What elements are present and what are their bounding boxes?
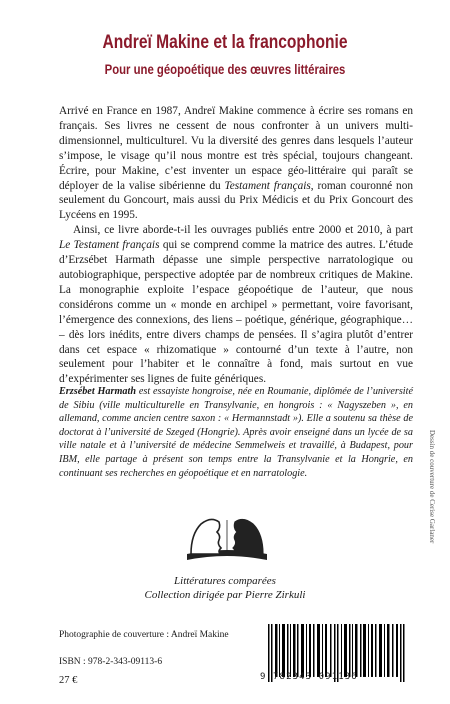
book-title: Andreï Makine et la francophonie xyxy=(102,32,348,53)
collection-series: Littératures comparées xyxy=(174,575,276,587)
paragraph-1 xyxy=(59,104,413,223)
photo-credit: Photographie de couverture : Andreï Makine xyxy=(59,630,229,640)
paragraph-1-text: Arrivé en France en 1987, Andreï Makine commence à écrire ses romans en français. Ses livres ne cessent de nous confronter à un univers multi-dimensionnel, multiculturel. Vu la diversité des genres dans lesquels l’auteur s’impose, le visage qu’il nous montre est très spécial, toujours changeant. Écrire, pour Makine, c’est inventer un espace géo-littéraire qui paraît se déployer de la valise sibérienne du xyxy=(59,105,413,192)
back-cover-text xyxy=(59,104,413,387)
price: 27 € xyxy=(59,675,78,686)
author-bio xyxy=(59,385,413,480)
paragraph-2-start: Ainsi, ce livre aborde-t-il les ouvrages publiés entre 2000 et 2010, à part xyxy=(73,224,413,237)
paragraph-1-italic: Testament français xyxy=(224,179,311,192)
paragraph-2 xyxy=(59,223,413,387)
two-facing-profiles-book-logo-icon xyxy=(181,510,273,570)
paragraph-2-end: qui se comprend comme la matrice des autres. L’étude d’Erzsébet Harmath dépasse une simple perspective narratologique ou autobiographique, perspective adoptée par de nombreux critiques de Makine. La monographie exploite l’espace géopoétique de l’auteur, que nous considérons comme un « monde en archipel » permettant, voire favorisant, l’émergence des connexions, des liens – poétique, générique, géographique… – dès lors inédits, entre divers champs de pensées. Il s’agira plutôt d’entrer dans cet espace « rhizomatique » contourné d’un texte à l’autre, non seulement pour l’habiter et le connaître à fond, mais surtout en vue d’expérimenter ses lignes de fuite génériques. xyxy=(59,239,413,386)
author-name: Erzsébet Harmath xyxy=(59,386,136,397)
collection-info xyxy=(0,574,450,602)
cover-art-credit: Dessin de couverture de Cerise Garlaner xyxy=(428,430,436,544)
isbn: ISBN : 978-2-343-09113-6 xyxy=(59,657,163,667)
book-subtitle: Pour une géopoétique des œuvres littéraires xyxy=(104,62,346,77)
paragraph-1-end: , roman couronné non seulement du Goncourt, mais aussi du Prix Médicis et du Prix Goncourt des Lycéens en 1995. xyxy=(59,179,413,222)
collection-director: Collection dirigée par Pierre Zirkuli xyxy=(144,589,306,601)
author-bio-text: est essayiste hongroise, née en Roumanie, diplômée de l’université de Sibiu (ville multiculturelle en Transylvanie, en hongrois : « Nagyszeben », en allemand, comme ancien centre saxon : « Hermannstadt »). Elle a soutenu sa thèse de doctorat à l’université de Szeged (Hongrie). Après avoir enseigné dans un lycée de sa ville natale et à l’université de médecine Semmelweis et travaillé, à Budapest, pour IBM, elle partage à présent son temps entre la Transylvanie et la Hongrie, en continuant ses recherches en géopoétique et en narratologie. xyxy=(59,386,413,479)
barcode-number: 9 782343 091136 xyxy=(260,672,358,682)
paragraph-2-italic: Le Testament français xyxy=(59,239,160,252)
